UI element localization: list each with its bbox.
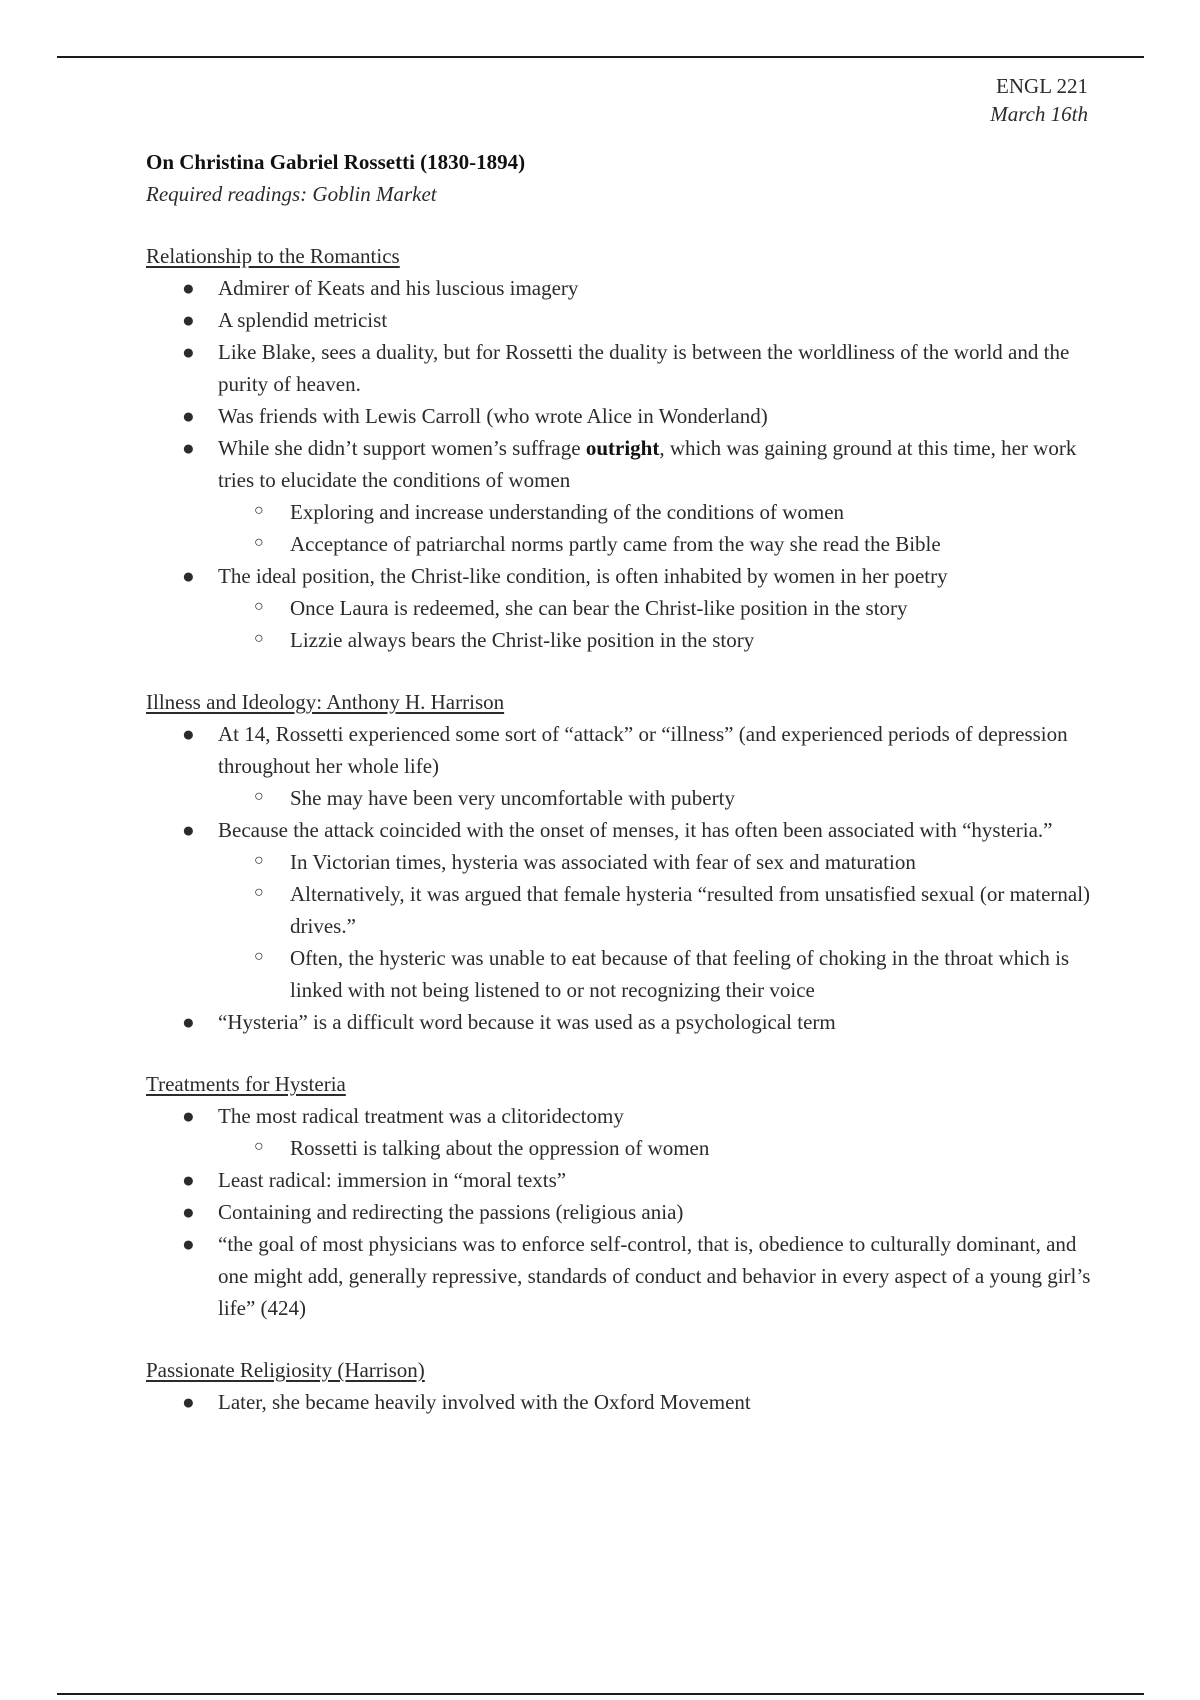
- sub-list-item-text: Lizzie always bears the Christ-like position in the story: [290, 628, 755, 652]
- notes-section: [146, 686, 1096, 1038]
- emphasis-text: outright: [585, 436, 660, 460]
- list-item-text: Containing and redirecting the passions (religious ania): [218, 1200, 684, 1224]
- bullet-icon: ●: [182, 340, 195, 364]
- section-heading: Illness and Ideology: Anthony H. Harrison: [146, 690, 505, 714]
- bullet-icon: ●: [182, 722, 195, 746]
- list-item: [146, 1006, 1096, 1038]
- bullet-icon: ●: [182, 1010, 195, 1034]
- list-item: [146, 336, 1096, 400]
- sub-list-item: [218, 846, 1096, 878]
- circle-bullet-icon: ○: [254, 630, 264, 647]
- sub-list-item: [218, 592, 1096, 624]
- list-item-text: [218, 436, 1076, 492]
- sections-container: [146, 240, 1096, 1418]
- list-item-text: At 14, Rossetti experienced some sort of “attack” or “illness” (and experienced periods of depression throughout her whole life): [218, 722, 1068, 778]
- circle-bullet-icon: ○: [254, 788, 264, 805]
- list-item-text: The most radical treatment was a clitoridectomy: [218, 1104, 624, 1128]
- sub-bullet-list: [218, 846, 1096, 1006]
- list-item: [146, 1196, 1096, 1228]
- list-item: [146, 304, 1096, 336]
- bullet-icon: ●: [182, 1104, 195, 1128]
- list-item: [146, 814, 1096, 1006]
- sub-list-item-text: In Victorian times, hysteria was associated with fear of sex and maturation: [290, 850, 916, 874]
- circle-bullet-icon: ○: [254, 852, 264, 869]
- notes-body: [146, 146, 1096, 1418]
- sub-list-item: [218, 528, 1096, 560]
- list-item: [146, 1100, 1096, 1164]
- circle-bullet-icon: ○: [254, 534, 264, 551]
- section-heading: Relationship to the Romantics: [146, 244, 400, 268]
- bullet-icon: ●: [182, 1200, 195, 1224]
- sub-bullet-list: [218, 496, 1096, 560]
- list-item: [146, 1228, 1096, 1324]
- bullet-icon: ●: [182, 276, 195, 300]
- bullet-icon: ●: [182, 1390, 195, 1414]
- list-item-text: Was friends with Lewis Carroll (who wrote Alice in Wonderland): [218, 404, 768, 428]
- bottom-rule: [57, 1693, 1144, 1695]
- sub-list-item-text: Once Laura is redeemed, she can bear the Christ-like position in the story: [290, 596, 908, 620]
- list-item-text: Admirer of Keats and his luscious imagery: [218, 276, 579, 300]
- sub-list-item-text: Exploring and increase understanding of the conditions of women: [290, 500, 845, 524]
- sub-list-item-text: She may have been very uncomfortable with puberty: [290, 786, 735, 810]
- page-title: On Christina Gabriel Rossetti (1830-1894): [146, 150, 526, 174]
- bullet-list: [146, 1100, 1096, 1324]
- list-item: [146, 400, 1096, 432]
- sub-list-item: [218, 496, 1096, 528]
- sub-list-item-text: Rossetti is talking about the oppression of women: [290, 1136, 710, 1160]
- list-item: [146, 432, 1096, 560]
- bullet-list: [146, 272, 1096, 656]
- sub-list-item: [218, 782, 1096, 814]
- circle-bullet-icon: ○: [254, 598, 264, 615]
- sub-list-item-text: Acceptance of patriarchal norms partly came from the way she read the Bible: [290, 532, 941, 556]
- sub-list-item: [218, 1132, 1096, 1164]
- notes-section: [146, 240, 1096, 656]
- bullet-icon: ●: [182, 1232, 195, 1256]
- sub-list-item-text: Alternatively, it was argued that female hysteria “resulted from unsatisfied sexual (or maternal) drives.”: [290, 882, 1091, 938]
- list-item-text: “the goal of most physicians was to enforce self-control, that is, obedience to culturally dominant, and one might add, generally repressive, standards of conduct and behavior in every aspect of a young girl’s life” (424): [218, 1232, 1091, 1320]
- text-segment: While she didn’t support women’s suffrage: [218, 436, 586, 460]
- section-heading: Treatments for Hysteria: [146, 1072, 346, 1096]
- list-item-text: Later, she became heavily involved with the Oxford Movement: [218, 1390, 751, 1414]
- list-item-text: “Hysteria” is a difficult word because it was used as a psychological term: [218, 1010, 836, 1034]
- list-item-text: Like Blake, sees a duality, but for Rossetti the duality is between the worldliness of the world and the purity of heaven.: [218, 340, 1070, 396]
- document-meta: [990, 72, 1088, 128]
- sub-list-item-text: Often, the hysteric was unable to eat because of that feeling of choking in the throat which is linked with not being listened to or not recognizing their voice: [290, 946, 1070, 1002]
- circle-bullet-icon: ○: [254, 884, 264, 901]
- bullet-list: [146, 1386, 1096, 1418]
- list-item: [146, 1164, 1096, 1196]
- notes-section: [146, 1354, 1096, 1418]
- lecture-date: March 16th: [990, 102, 1088, 126]
- top-rule: [57, 56, 1144, 58]
- circle-bullet-icon: ○: [254, 1138, 264, 1155]
- bullet-icon: ●: [182, 818, 195, 842]
- list-item-text: Because the attack coincided with the onset of menses, it has often been associated with “hysteria.”: [218, 818, 1053, 842]
- text-segment: , which was gaining ground at this time, her work tries to elucidate the conditions of women: [218, 436, 1077, 492]
- list-item-text: A splendid metricist: [218, 308, 388, 332]
- list-item: [146, 1386, 1096, 1418]
- sub-bullet-list: [218, 592, 1096, 656]
- bullet-icon: ●: [182, 404, 195, 428]
- sub-bullet-list: [218, 1132, 1096, 1164]
- bullet-icon: ●: [182, 308, 195, 332]
- sub-list-item: [218, 878, 1096, 942]
- circle-bullet-icon: ○: [254, 948, 264, 965]
- circle-bullet-icon: ○: [254, 502, 264, 519]
- bullet-icon: ●: [182, 564, 195, 588]
- bullet-icon: ●: [182, 436, 195, 460]
- list-item-text: The ideal position, the Christ-like condition, is often inhabited by women in her poetry: [218, 564, 948, 588]
- course-code: ENGL 221: [996, 74, 1088, 98]
- list-item: [146, 718, 1096, 814]
- list-item: [146, 560, 1096, 656]
- required-readings: Required readings: Goblin Market: [146, 182, 437, 206]
- bullet-icon: ●: [182, 1168, 195, 1192]
- sub-list-item: [218, 942, 1096, 1006]
- section-heading: Passionate Religiosity (Harrison): [146, 1358, 425, 1382]
- list-item: [146, 272, 1096, 304]
- sub-bullet-list: [218, 782, 1096, 814]
- notes-section: [146, 1068, 1096, 1324]
- sub-list-item: [218, 624, 1096, 656]
- list-item-text: Least radical: immersion in “moral texts”: [218, 1168, 567, 1192]
- bullet-list: [146, 718, 1096, 1038]
